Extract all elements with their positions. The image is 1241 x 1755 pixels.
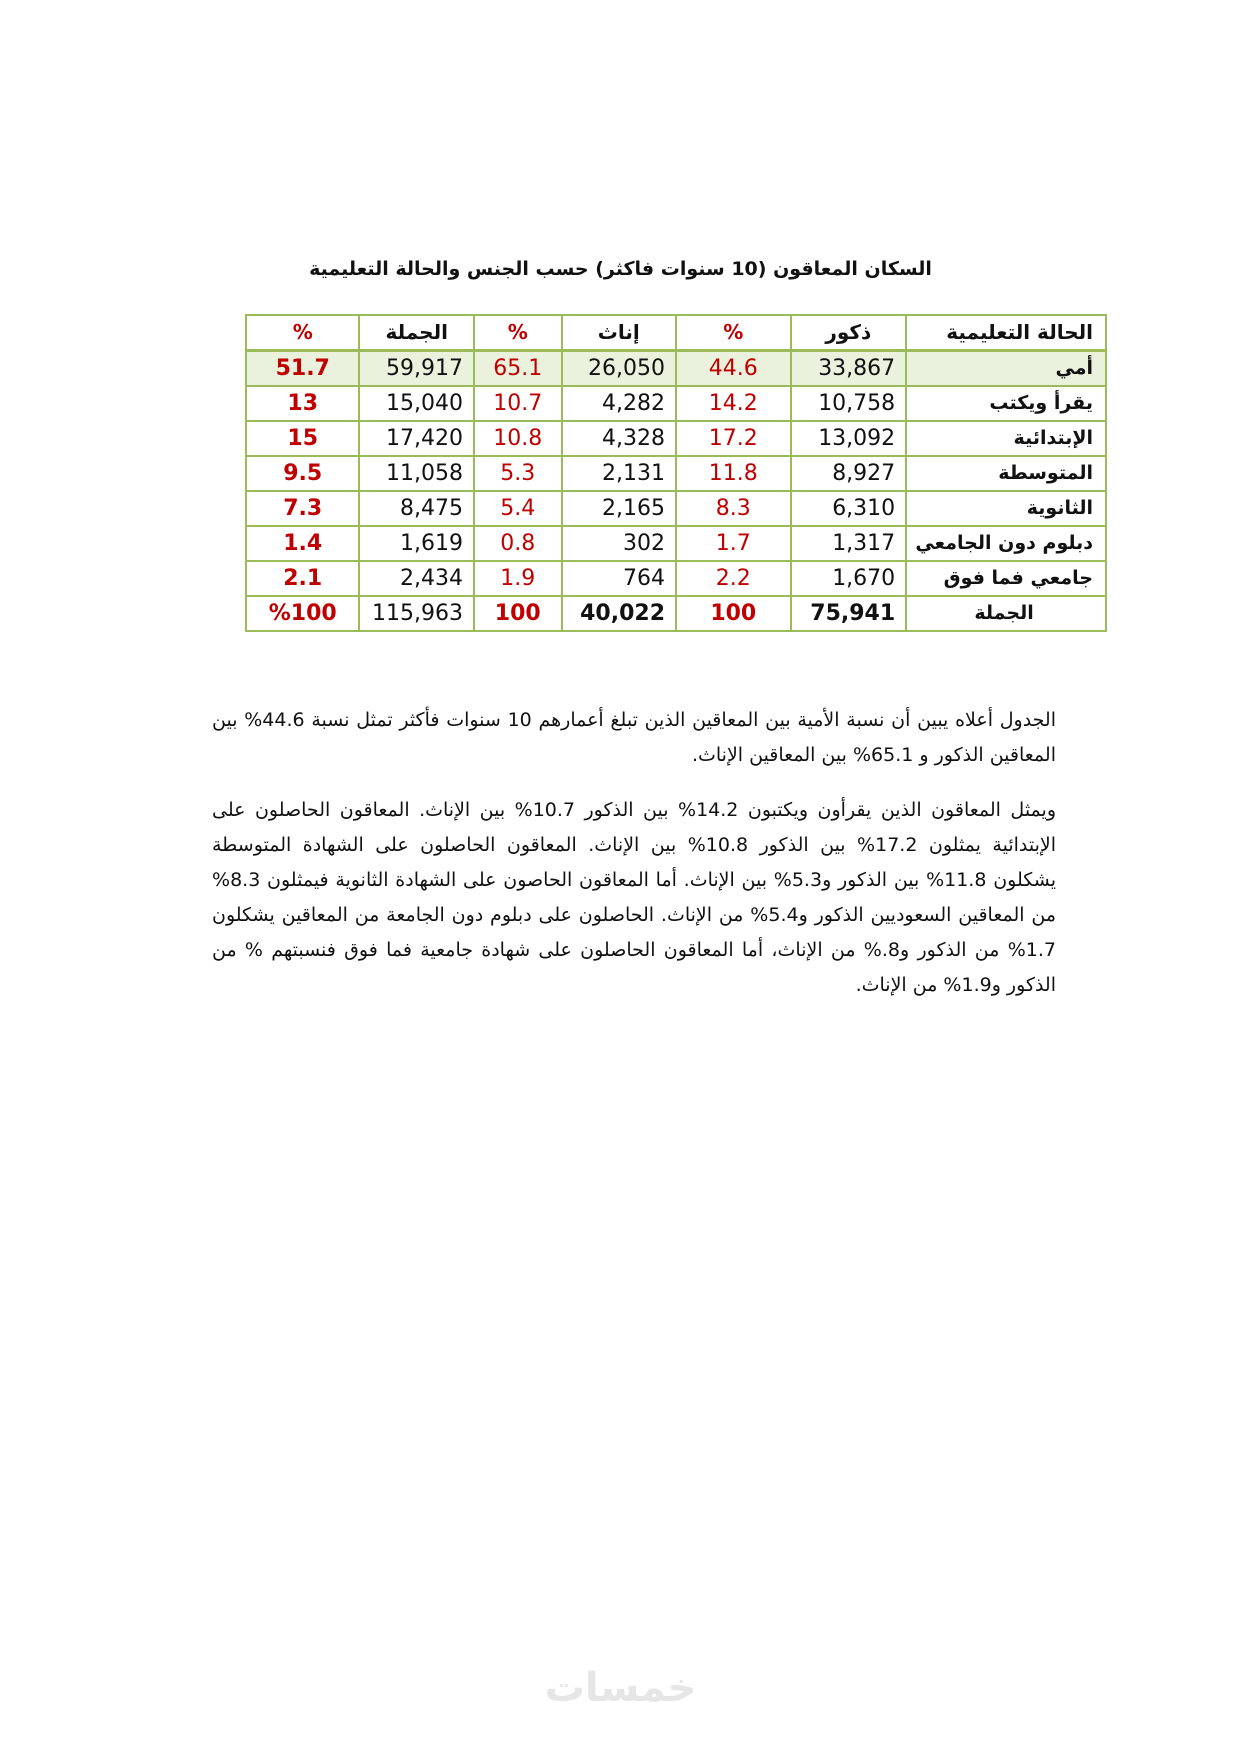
header-total-pct: % (246, 315, 359, 351)
females-count: 2,131 (562, 456, 677, 491)
females-pct: 5.3 (474, 456, 562, 491)
females-count: 4,282 (562, 386, 677, 421)
males-count: 13,092 (791, 421, 907, 456)
header-total: الجملة (359, 315, 474, 351)
row-status-label: المتوسطة (906, 456, 1106, 491)
table-row (246, 386, 1106, 421)
females-count: 2,165 (562, 491, 677, 526)
row-status-label: جامعي فما فوق (906, 561, 1106, 596)
males-pct: 14.2 (676, 386, 791, 421)
disabled-population-table (245, 314, 1107, 632)
females-pct: 1.9 (474, 561, 562, 596)
row-status-label: الثانوية (906, 491, 1106, 526)
males-pct: 11.8 (676, 456, 791, 491)
males-count: 6,310 (791, 491, 907, 526)
table-header-row (246, 315, 1106, 351)
header-males-pct: % (676, 315, 791, 351)
males-count: 8,927 (791, 456, 907, 491)
paragraph-illiteracy: الجدول أعلاه يبين أن نسبة الأمية بين المعاقين الذين تبلغ أعمارهم 10 سنوات فأكثر تمثل نسبة 44.6% بين المعاقين الذكور و 65.1% بين المعاقين الإناث. (212, 709, 1056, 766)
total-count: 2,434 (359, 561, 474, 596)
females-pct: 5.4 (474, 491, 562, 526)
males-pct: 17.2 (676, 421, 791, 456)
total-females-pct: 100 (474, 596, 562, 631)
total-count: 17,420 (359, 421, 474, 456)
total-count: 59,917 (359, 351, 474, 387)
table-row (246, 456, 1106, 491)
row-status-label: الإبتدائية (906, 421, 1106, 456)
males-count: 1,670 (791, 561, 907, 596)
table-total-row (246, 596, 1106, 631)
table-row (246, 526, 1106, 561)
males-count: 10,758 (791, 386, 907, 421)
header-males: ذكور (791, 315, 907, 351)
females-pct: 65.1 (474, 351, 562, 387)
total-count: 1,619 (359, 526, 474, 561)
table-title: السكان المعاقون (10 سنوات فاكثر) حسب الجنس والحالة التعليمية (309, 258, 932, 280)
total-count: 15,040 (359, 386, 474, 421)
females-pct: 10.7 (474, 386, 562, 421)
total-pct: 13 (246, 386, 359, 421)
header-females-pct: % (474, 315, 562, 351)
total-males-count: 75,941 (791, 596, 907, 631)
females-count: 764 (562, 561, 677, 596)
males-count: 33,867 (791, 351, 907, 387)
row-status-label: أمي (906, 351, 1106, 387)
table-row (246, 491, 1106, 526)
row-status-label: دبلوم دون الجامعي (906, 526, 1106, 561)
table-row (246, 561, 1106, 596)
females-pct: 10.8 (474, 421, 562, 456)
total-row-label: الجملة (906, 596, 1106, 631)
males-pct: 8.3 (676, 491, 791, 526)
males-pct: 44.6 (676, 351, 791, 387)
total-pct: 51.7 (246, 351, 359, 387)
females-count: 26,050 (562, 351, 677, 387)
total-pct: 7.3 (246, 491, 359, 526)
row-status-label: يقرأ ويكتب (906, 386, 1106, 421)
females-pct: 0.8 (474, 526, 562, 561)
paragraph-education-levels: ويمثل المعاقون الذين يقرأون ويكتبون 14.2% بين الذكور 10.7% بين الإناث. المعاقون الحاصلون على الإبتدائية يمثلون 17.2% بين الذكور 10.8% بين الإناث. المعاقون الحاصلون على الشهادة المتوسطة يشكلون 11.8% بين الذكور و5.3% بين الإناث. أما المعاقون الحاصون على الشهادة الثانوية فيمثلون 8.3% من المعاقين السعوديين الذكور و5.4% من الإناث. الحاصلون على دبلوم دون الجامعة من المعاقين يشكلون 1.7% من الذكور و8.% من الإناث، أما المعاقون الحاصلون على شهادة جامعية فما فوق فنسبتهم % من الذكور و1.9% من الإناث. (212, 799, 1057, 996)
males-pct: 1.7 (676, 526, 791, 561)
table-row (246, 421, 1106, 456)
grand-total-pct: %100 (246, 596, 359, 631)
table-row (246, 351, 1106, 387)
females-count: 302 (562, 526, 677, 561)
females-count: 4,328 (562, 421, 677, 456)
total-males-pct: 100 (676, 596, 791, 631)
total-pct: 15 (246, 421, 359, 456)
total-pct: 9.5 (246, 456, 359, 491)
total-pct: 1.4 (246, 526, 359, 561)
total-females-count: 40,022 (562, 596, 677, 631)
watermark-logo: خمسات (544, 1665, 697, 1711)
grand-total-count: 115,963 (359, 596, 474, 631)
total-pct: 2.1 (246, 561, 359, 596)
males-pct: 2.2 (676, 561, 791, 596)
total-count: 11,058 (359, 456, 474, 491)
total-count: 8,475 (359, 491, 474, 526)
males-count: 1,317 (791, 526, 907, 561)
header-females: إناث (562, 315, 677, 351)
header-status: الحالة التعليمية (906, 315, 1106, 351)
